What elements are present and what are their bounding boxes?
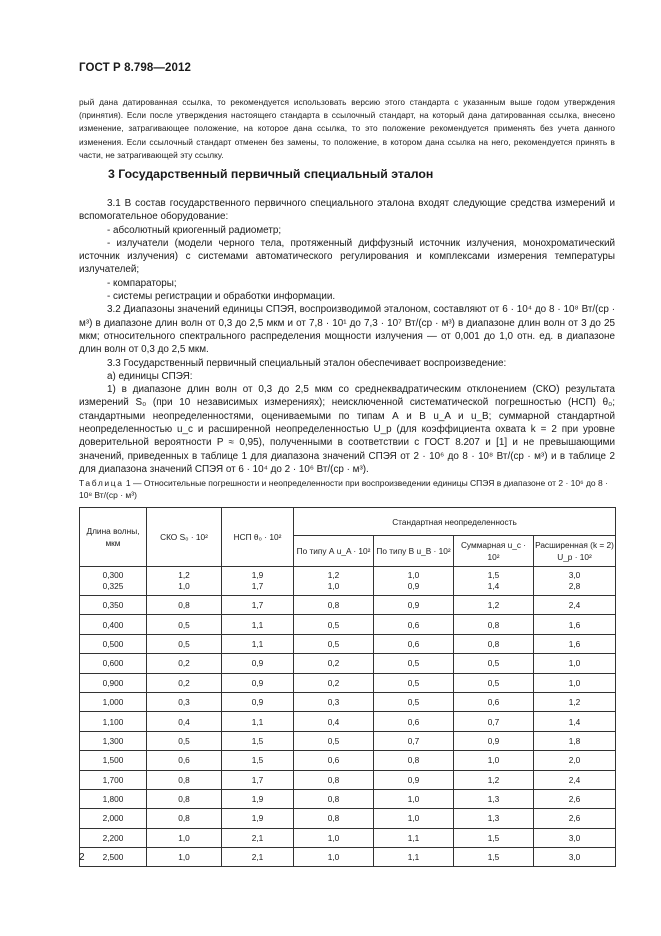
section-body (79, 197, 615, 476)
cell-expanded: 2,0 (534, 751, 616, 770)
table-row (80, 615, 616, 634)
cell-expanded: 1,8 (534, 731, 616, 750)
header-standard-uncertainty: Стандартная неопределенность (294, 508, 616, 536)
cell-type-a: 0,2 (294, 673, 374, 692)
cell-type-a: 0,6 (294, 751, 374, 770)
cell-wavelength: 0,350 (80, 596, 147, 615)
header-combined: Суммарная u_c · 10² (454, 536, 534, 567)
table-row (80, 712, 616, 731)
cell-combined: 1,2 (454, 596, 534, 615)
cell-nsp: 2,1 (222, 848, 294, 867)
cell-type-b: 0,5 (374, 673, 454, 692)
cell-expanded: 1,2 (534, 692, 616, 711)
cell-type-a: 0,8 (294, 809, 374, 828)
cell-wavelength: 0,600 (80, 654, 147, 673)
table-row (80, 828, 616, 847)
cell-type-b: 1,1 (374, 828, 454, 847)
cell-nsp: 1,7 (222, 596, 294, 615)
cell-nsp: 1,1 (222, 615, 294, 634)
cell-expanded: 2,6 (534, 789, 616, 808)
cell-expanded: 3,0 (534, 828, 616, 847)
cell-type-a: 0,8 (294, 770, 374, 789)
table-row (80, 654, 616, 673)
cell-wavelength: 1,000 (80, 692, 147, 711)
table-row (80, 596, 616, 615)
cell-type-b: 1,0 (374, 809, 454, 828)
cell-type-b: 0,6 (374, 712, 454, 731)
cell-type-b: 1,1 (374, 848, 454, 867)
cell-type-a: 1,0 (294, 848, 374, 867)
cell-combined: 1,5 (454, 848, 534, 867)
cell-expanded: 2,4 (534, 596, 616, 615)
cell-sko: 1,2 1,0 (147, 567, 222, 596)
cell-wavelength: 1,300 (80, 731, 147, 750)
table-caption-word: Таблица (79, 478, 124, 488)
cell-nsp: 1,1 (222, 712, 294, 731)
uncertainty-table (79, 507, 616, 867)
cell-type-b: 0,8 (374, 751, 454, 770)
cell-combined: 1,5 1,4 (454, 567, 534, 596)
table-row (80, 567, 616, 596)
paragraph-1: 1) в диапазоне длин волн от 0,3 до 2,5 мкм со среднеквадратическим отклонением (СКО) результата измерений S₀ (при 10 независимых измерениях); неисключенной систематической погрешностью (НСП) θ₀; стандартными неопределенностями, оцениваемыми по типам А и В u_A и u_B; суммарной стандартной неопределенностью u_c и расширенной неопределенностью U_p (для коэффициента охвата k = 2 при уровне доверительной вероятности P ≈ 0,95), полученными в соответствии с ГОСТ 8.207 и [1] и не превышающими значений, приведенных в таблице 1 для диапазона значений СПЭЯ от 2 · 10⁶ до 8 · 10⁸ Вт/(ср · м³) и в таблице 2 для диапазона значений СПЭЯ от 6 · 10⁴ до 2 · 10⁶ Вт/(ср · м³). (79, 384, 615, 475)
cell-nsp: 1,5 (222, 751, 294, 770)
section-title: 3 Государственный первичный специальный эталон (108, 167, 434, 181)
cell-sko: 0,5 (147, 615, 222, 634)
cell-type-b: 0,7 (374, 731, 454, 750)
list-item-radiometer: - абсолютный криогенный радиометр; (107, 224, 282, 236)
cell-nsp: 1,9 (222, 809, 294, 828)
table-row (80, 731, 616, 750)
cell-wavelength: 1,700 (80, 770, 147, 789)
cell-type-a: 1,2 1,0 (294, 567, 374, 596)
cell-expanded: 1,4 (534, 712, 616, 731)
cell-wavelength: 0,400 (80, 615, 147, 634)
paragraph-3-3: 3.3 Государственный первичный специальный эталон обеспечивает воспроизведение: (107, 357, 507, 369)
cell-type-b: 0,5 (374, 692, 454, 711)
cell-nsp: 1,9 1,7 (222, 567, 294, 596)
cell-type-a: 0,5 (294, 634, 374, 653)
header-expanded: Расширенная (k = 2) U_p · 10² (534, 536, 616, 567)
cell-sko: 0,3 (147, 692, 222, 711)
cell-sko: 0,5 (147, 634, 222, 653)
cell-sko: 0,8 (147, 596, 222, 615)
cell-nsp: 2,1 (222, 828, 294, 847)
cell-combined: 1,3 (454, 809, 534, 828)
intro-paragraph: рый дана датированная ссылка, то рекомендуется использовать версию этого стандарта с указанным выше годом утверждения (принятия). Если после утверждения настоящего стандарта в ссылочный стандарт, на который дана датированная ссылка, внесено изменение, затрагивающее положение, на которое дана ссылка, то это положение рекомендуется применять без учета данного изменения. Если ссылочный стандарт отменен без замены, то положение, в котором дана ссылка на него, рекомендуется принять в части, не затрагивающей эту ссылку. (79, 97, 615, 160)
cell-type-a: 0,8 (294, 596, 374, 615)
cell-wavelength: 1,100 (80, 712, 147, 731)
cell-expanded: 1,6 (534, 615, 616, 634)
cell-type-a: 0,5 (294, 731, 374, 750)
table-row (80, 770, 616, 789)
cell-combined: 0,8 (454, 634, 534, 653)
cell-type-b: 0,9 (374, 596, 454, 615)
cell-sko: 0,2 (147, 654, 222, 673)
cell-sko: 0,2 (147, 673, 222, 692)
table-row (80, 789, 616, 808)
list-item-comparators: - компараторы; (107, 277, 177, 289)
cell-sko: 0,8 (147, 809, 222, 828)
table-row (80, 673, 616, 692)
cell-nsp: 1,7 (222, 770, 294, 789)
cell-type-a: 0,3 (294, 692, 374, 711)
header-type-a: По типу А u_A · 10² (294, 536, 374, 567)
cell-combined: 0,7 (454, 712, 534, 731)
paragraph-3-2: 3.2 Диапазоны значений единицы СПЭЯ, воспроизводимой эталоном, составляют от 6 · 10⁴ до 8 · 10⁸ Вт/(ср · м³) в диапазоне длин волн от 0,3 до 2,5 мкм и от 7,8 · 10¹ до 7,3 · 10⁷ Вт/(ср · м³) в диапазоне длин волн от 3 до 25 мкм; относительного спектрального распределения мощности излучения — от 0,001 до 1,0 отн. ед. в диапазоне длин волн от 0,3 до 2,5 мкм. (79, 304, 615, 356)
header-wavelength: Длина волны, мкм (80, 508, 147, 567)
cell-type-a: 0,2 (294, 654, 374, 673)
list-item-emitters: - излучатели (модели черного тела, протяженный диффузный источник излучения, монохроматический источник излучения) с системами автоматического регулирования и комплексами измерения температуры излучателей; (79, 237, 615, 276)
paragraph-3-1: 3.1 В состав государственного первичного специального эталона входят следующие средства измерений и вспомогательное оборудование: (79, 198, 615, 223)
cell-type-b: 0,6 (374, 615, 454, 634)
table-row (80, 809, 616, 828)
table-caption-text: 1 — Относительные погрешности и неопределенности при воспроизведении единицы СПЭЯ в диапазоне от 2 · 10⁶ до 8 · 10⁸ Вт/(ср · м³) (79, 478, 608, 500)
cell-sko: 0,4 (147, 712, 222, 731)
cell-wavelength: 0,500 (80, 634, 147, 653)
list-item-registration: - системы регистрации и обработки информации. (107, 291, 336, 303)
cell-sko: 1,0 (147, 848, 222, 867)
cell-combined: 1,2 (454, 770, 534, 789)
cell-type-a: 0,4 (294, 712, 374, 731)
header-nsp: НСП θ₀ · 10² (222, 508, 294, 567)
cell-wavelength: 0,300 0,325 (80, 567, 147, 596)
cell-combined: 0,9 (454, 731, 534, 750)
cell-combined: 1,5 (454, 828, 534, 847)
cell-expanded: 1,0 (534, 654, 616, 673)
page-number: 2 (79, 852, 85, 863)
cell-combined: 0,8 (454, 615, 534, 634)
cell-expanded: 1,0 (534, 673, 616, 692)
paragraph-a: а) единицы СПЭЯ: (107, 370, 193, 382)
cell-combined: 0,5 (454, 673, 534, 692)
cell-wavelength: 2,500 (80, 848, 147, 867)
table-body (80, 567, 616, 867)
cell-sko: 1,0 (147, 828, 222, 847)
cell-nsp: 1,5 (222, 731, 294, 750)
cell-combined: 1,3 (454, 789, 534, 808)
cell-combined: 0,5 (454, 654, 534, 673)
cell-combined: 1,0 (454, 751, 534, 770)
cell-type-a: 0,8 (294, 789, 374, 808)
cell-type-b: 0,5 (374, 654, 454, 673)
cell-nsp: 0,9 (222, 654, 294, 673)
cell-type-a: 1,0 (294, 828, 374, 847)
cell-sko: 0,8 (147, 789, 222, 808)
cell-type-b: 1,0 0,9 (374, 567, 454, 596)
cell-expanded: 1,6 (534, 634, 616, 653)
cell-nsp: 0,9 (222, 692, 294, 711)
cell-type-b: 1,0 (374, 789, 454, 808)
cell-sko: 0,6 (147, 751, 222, 770)
table-row (80, 751, 616, 770)
cell-sko: 0,5 (147, 731, 222, 750)
cell-sko: 0,8 (147, 770, 222, 789)
cell-type-b: 0,6 (374, 634, 454, 653)
cell-expanded: 3,0 2,8 (534, 567, 616, 596)
table-row (80, 634, 616, 653)
header-type-b: По типу В u_B · 10² (374, 536, 454, 567)
table-row (80, 692, 616, 711)
cell-nsp: 1,9 (222, 789, 294, 808)
table-caption (79, 477, 615, 501)
cell-expanded: 2,6 (534, 809, 616, 828)
cell-type-b: 0,9 (374, 770, 454, 789)
header-sko: СКО S₀ · 10² (147, 508, 222, 567)
cell-expanded: 2,4 (534, 770, 616, 789)
cell-wavelength: 2,000 (80, 809, 147, 828)
cell-wavelength: 1,500 (80, 751, 147, 770)
table-row (80, 848, 616, 867)
cell-wavelength: 2,200 (80, 828, 147, 847)
cell-nsp: 1,1 (222, 634, 294, 653)
document-header: ГОСТ Р 8.798—2012 (79, 62, 191, 74)
cell-wavelength: 1,800 (80, 789, 147, 808)
cell-wavelength: 0,900 (80, 673, 147, 692)
cell-expanded: 3,0 (534, 848, 616, 867)
cell-type-a: 0,5 (294, 615, 374, 634)
cell-combined: 0,6 (454, 692, 534, 711)
cell-nsp: 0,9 (222, 673, 294, 692)
